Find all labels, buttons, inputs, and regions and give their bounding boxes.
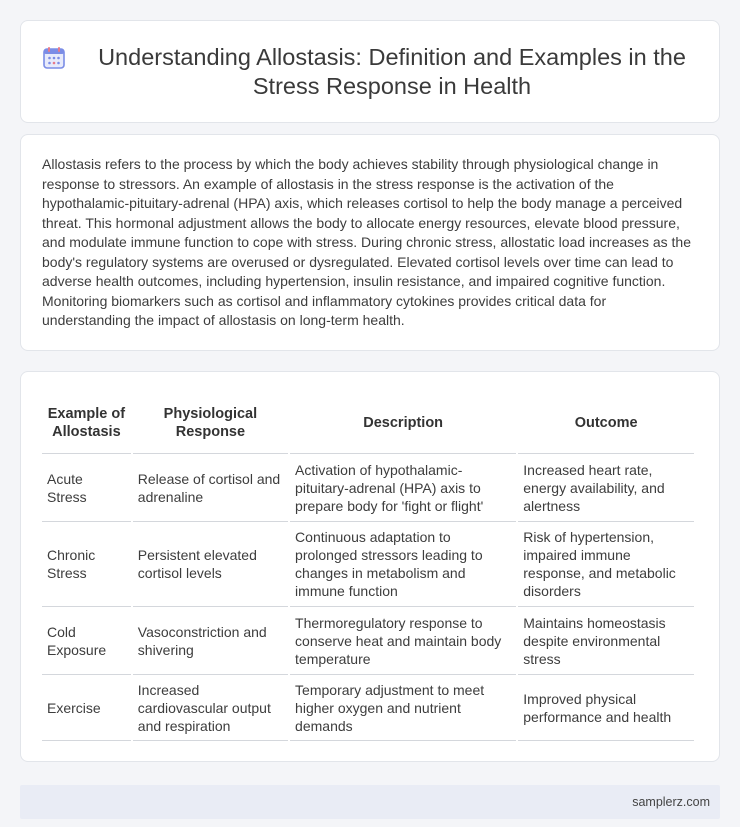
- table-cell: Continuous adaptation to prolonged stressors leading to changes in metabolism and immune function: [290, 522, 516, 607]
- calendar-icon: [41, 45, 67, 71]
- page-title: Understanding Allostasis: Definition and Examples in the Stress Response in Health: [98, 43, 686, 99]
- table-header-row: [42, 392, 694, 454]
- table-cell: Temporary adjustment to meet higher oxygen and nutrient demands: [290, 675, 516, 741]
- table-cell: Chronic Stress: [42, 522, 131, 607]
- table-cell: Thermoregulatory response to conserve heat and maintain body temperature: [290, 607, 516, 675]
- table-cell: Maintains homeostasis despite environmental stress: [518, 607, 694, 675]
- title-card: [20, 20, 720, 123]
- table-cell: Exercise: [42, 675, 131, 741]
- column-header: Example of Allostasis: [42, 392, 131, 454]
- table-cell: Improved physical performance and health: [518, 675, 694, 741]
- table-cell: Vasoconstriction and shivering: [133, 607, 288, 675]
- table-cell: Risk of hypertension, impaired immune response, and metabolic disorders: [518, 522, 694, 607]
- footer-bar: [20, 785, 720, 819]
- table-cell: Increased heart rate, energy availability, and alertness: [518, 454, 694, 522]
- table-row: [42, 607, 694, 675]
- allostasis-table: [40, 392, 696, 741]
- table-card: [20, 371, 720, 762]
- table-cell: Persistent elevated cortisol levels: [133, 522, 288, 607]
- intro-paragraph: Allostasis refers to the process by which the body achieves stability through physiological change in response to stressors. An example of allostasis in the stress response is the activation of the hypothalamic-pituitary-adrenal (HPA) axis, which releases cortisol to help the body manage a perceived threat. This hormonal adjustment allows the body to allocate energy resources, elevate blood pressure, and modulate immune function to cope with stress. During chronic stress, allostatic load increases as the body's regulatory systems are overused or dysregulated. Elevated cortisol levels over time can lead to adverse health outcomes, including hypertension, insulin resistance, and impaired cognitive function. Monitoring biomarkers such as cortisol and inflammatory cytokines provides critical data for understanding the impact of allostasis on long-term health.: [42, 156, 691, 328]
- table-cell: Activation of hypothalamic-pituitary-adrenal (HPA) axis to prepare body for 'fight or flight': [290, 454, 516, 522]
- table-row: [42, 454, 694, 522]
- title-row: [41, 43, 699, 101]
- column-header: Physiological Response: [133, 392, 288, 454]
- table-cell: Cold Exposure: [42, 607, 131, 675]
- intro-card: [20, 134, 720, 351]
- footer-site-link[interactable]: samplerz.com: [632, 795, 710, 809]
- table-row: [42, 675, 694, 741]
- column-header: Outcome: [518, 392, 694, 454]
- table-row: [42, 522, 694, 607]
- column-header: Description: [290, 392, 516, 454]
- table-cell: Acute Stress: [42, 454, 131, 522]
- table-cell: Release of cortisol and adrenaline: [133, 454, 288, 522]
- table-cell: Increased cardiovascular output and respiration: [133, 675, 288, 741]
